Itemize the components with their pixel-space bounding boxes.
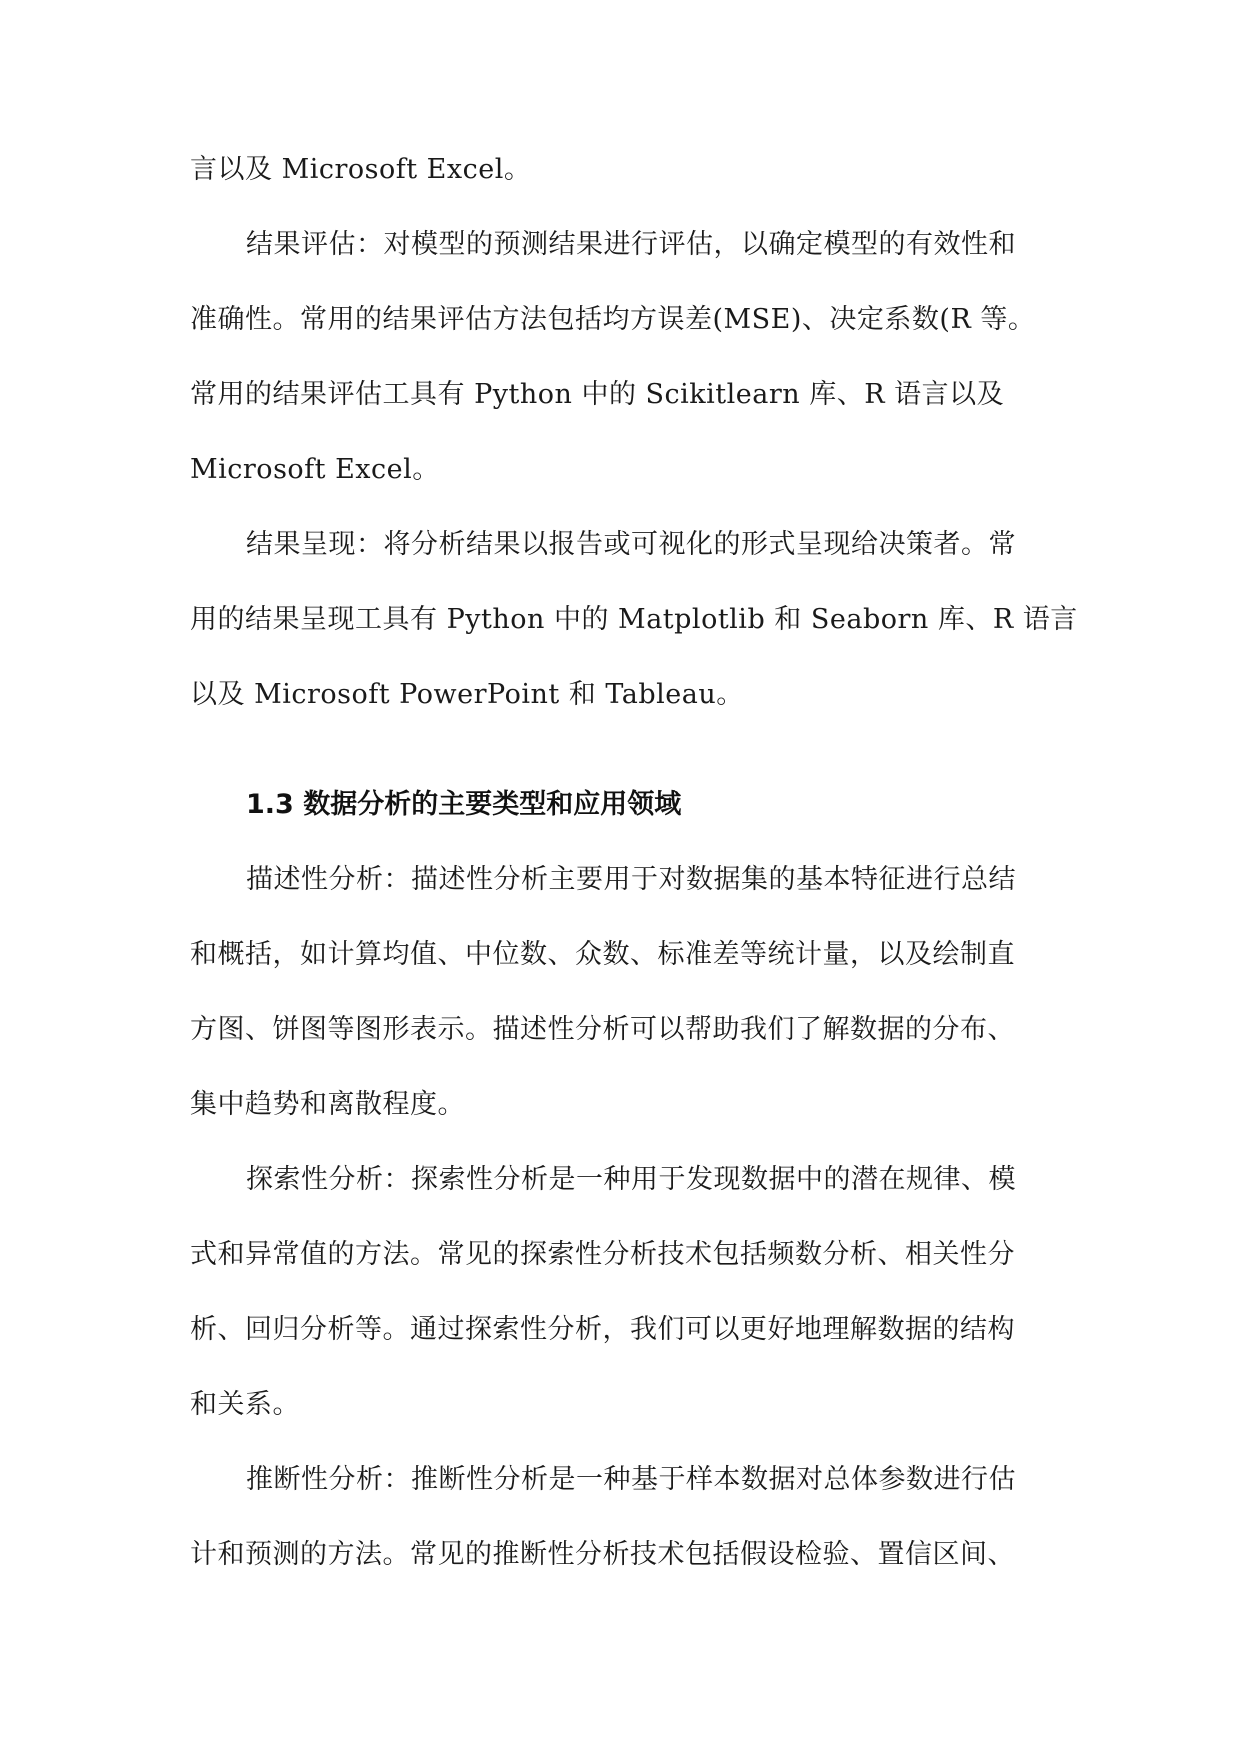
paragraph-start: 结果呈现：将分析结果以报告或可视化的形式呈现给决策者。常	[246, 529, 1016, 560]
text-line: 计和预测的方法。常见的推断性分析技术包括假设检验、置信区间、	[190, 1539, 1015, 1570]
text-line: 和关系。	[190, 1389, 300, 1420]
text-line: 以及 Microsoft PowerPoint 和 Tableau。	[190, 679, 744, 710]
paragraph-start: 推断性分析：推断性分析是一种基于样本数据对总体参数进行估	[246, 1464, 1016, 1495]
paragraph-start: 探索性分析：探索性分析是一种用于发现数据中的潜在规律、模	[246, 1164, 1016, 1195]
text-line: 常用的结果评估工具有 Python 中的 Scikitlearn 库、R 语言以及	[190, 379, 1005, 410]
text-line: 准确性。常用的结果评估方法包括均方误差(MSE)、决定系数(R 等。	[190, 304, 1036, 335]
text-line: 方图、饼图等图形表示。描述性分析可以帮助我们了解数据的分布、	[190, 1014, 1015, 1045]
text-line: 用的结果呈现工具有 Python 中的 Matplotlib 和 Seaborn 库、R 语言	[190, 604, 1078, 635]
text-line: 式和异常值的方法。常见的探索性分析技术包括频数分析、相关性分	[190, 1239, 1015, 1270]
section-heading: 1.3 数据分析的主要类型和应用领域	[246, 789, 682, 820]
paragraph-start: 描述性分析：描述性分析主要用于对数据集的基本特征进行总结	[246, 864, 1016, 895]
text-line: Microsoft Excel。	[190, 454, 440, 485]
text-line: 析、回归分析等。通过探索性分析，我们可以更好地理解数据的结构	[190, 1314, 1015, 1345]
paragraph-start: 结果评估：对模型的预测结果进行评估，以确定模型的有效性和	[246, 229, 1016, 260]
text-line: 集中趋势和离散程度。	[190, 1089, 465, 1120]
text-line: 和概括，如计算均值、中位数、众数、标准差等统计量，以及绘制直	[190, 939, 1015, 970]
text-line: 言以及 Microsoft Excel。	[190, 154, 532, 185]
